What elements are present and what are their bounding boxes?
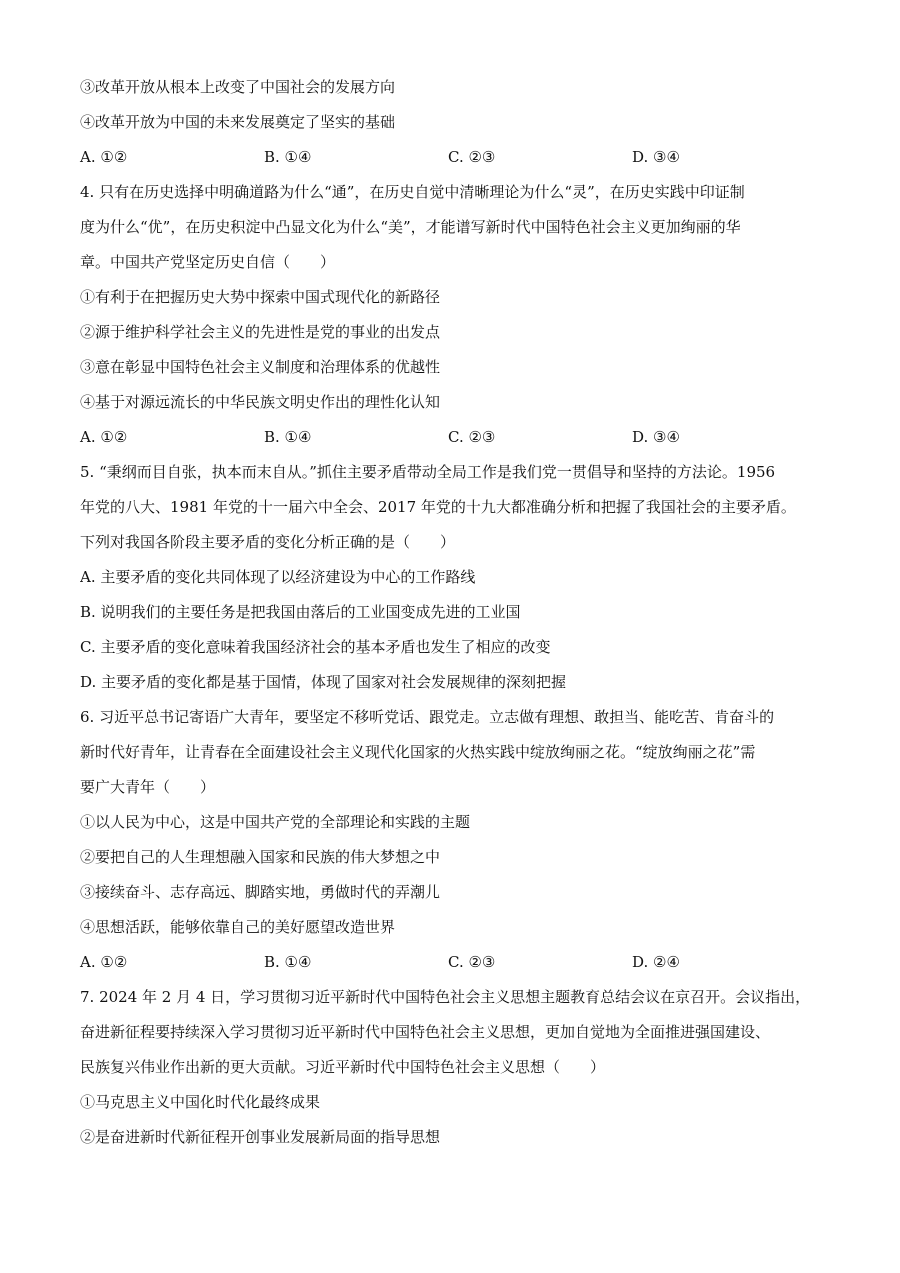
q4-option-d: D. ③④	[632, 428, 680, 446]
q3-option-d: D. ③④	[632, 148, 680, 166]
q4-item-4: ④基于对源远流长的中华民族文明史作出的理性化认知	[80, 393, 441, 411]
question-3	[80, 70, 825, 175]
q5-stem-line: 5. “秉纲而目自张，执本而末自从。”抓住主要矛盾带动全局工作是我们党一贯倡导和坚持的方法论。1956	[80, 463, 776, 481]
q6-stem-line: 要广大青年（ ）	[80, 778, 216, 796]
q7-stem-line: 民族复兴伟业作出新的更大贡献。习近平新时代中国特色社会主义思想（ ）	[80, 1058, 606, 1076]
q4-item-1: ①有利于在把握历史大势中探索中国式现代化的新路径	[80, 288, 441, 306]
q6-item-4: ④思想活跃，能够依靠自己的美好愿望改造世界	[80, 918, 396, 936]
q3-options	[80, 140, 825, 175]
q6-option-b: B. ①④	[264, 953, 312, 971]
q3-option-a: A. ①②	[80, 148, 128, 166]
question-7	[80, 980, 825, 1155]
q5-choice-b: B. 说明我们的主要任务是把我国由落后的工业国变成先进的工业国	[80, 603, 521, 621]
q3-option-c: C. ②③	[448, 148, 496, 166]
q7-stem-line: 奋进新征程要持续深入学习贯彻习近平新时代中国特色社会主义思想，更加自觉地为全面推进强国建设、	[80, 1023, 771, 1041]
q4-options	[80, 420, 825, 455]
q6-option-c: C. ②③	[448, 953, 496, 971]
question-6	[80, 700, 825, 980]
q3-item-3: ③改革开放从根本上改变了中国社会的发展方向	[80, 78, 396, 96]
q4-item-3: ③意在彰显中国特色社会主义制度和治理体系的优越性	[80, 358, 441, 376]
q6-option-a: A. ①②	[80, 953, 128, 971]
question-5	[80, 455, 825, 700]
q4-option-c: C. ②③	[448, 428, 496, 446]
q7-item-2: ②是奋进新时代新征程开创事业发展新局面的指导思想	[80, 1128, 441, 1146]
q5-choice-d: D. 主要矛盾的变化都是基于国情，体现了国家对社会发展规律的深刻把握	[80, 673, 567, 691]
q4-stem-line: 度为什么“优”，在历史积淀中凸显文化为什么“美”，才能谱写新时代中国特色社会主义更加绚丽的华	[80, 218, 741, 236]
q6-item-1: ①以人民为中心，这是中国共产党的全部理论和实践的主题	[80, 813, 471, 831]
q5-choice-a: A. 主要矛盾的变化共同体现了以经济建设为中心的工作路线	[80, 568, 476, 586]
q7-stem-line: 7. 2024 年 2 月 4 日，学习贯彻习近平新时代中国特色社会主义思想主题教育总结会议在京召开。会议指出，	[80, 988, 811, 1006]
q6-item-3: ③接续奋斗、志存高远、脚踏实地，勇做时代的弄潮儿	[80, 883, 441, 901]
q4-stem-line: 4. 只有在历史选择中明确道路为什么“通”，在历史自觉中清晰理论为什么“灵”，在历史实践中印证制	[80, 183, 745, 201]
question-4	[80, 175, 825, 455]
q3-option-b: B. ①④	[264, 148, 312, 166]
q3-item-4: ④改革开放为中国的未来发展奠定了坚实的基础	[80, 113, 396, 131]
q6-options	[80, 945, 825, 980]
q4-stem-line: 章。中国共产党坚定历史自信（ ）	[80, 253, 336, 271]
q5-choice-c: C. 主要矛盾的变化意味着我国经济社会的基本矛盾也发生了相应的改变	[80, 638, 551, 656]
q4-option-b: B. ①④	[264, 428, 312, 446]
exam-page	[80, 70, 825, 1155]
q6-item-2: ②要把自己的人生理想融入国家和民族的伟大梦想之中	[80, 848, 441, 866]
q7-item-1: ①马克思主义中国化时代化最终成果	[80, 1093, 321, 1111]
q6-stem-line: 新时代好青年，让青春在全面建设社会主义现代化国家的火热实践中绽放绚丽之花。“绽放绚丽之花”需	[80, 743, 756, 761]
q5-stem-line: 下列对我国各阶段主要矛盾的变化分析正确的是（ ）	[80, 533, 456, 551]
q5-stem-line: 年党的八大、1981 年党的十一届六中全会、2017 年党的十九大都准确分析和把握了我国社会的主要矛盾。	[80, 498, 796, 516]
q4-item-2: ②源于维护科学社会主义的先进性是党的事业的出发点	[80, 323, 441, 341]
q6-option-d: D. ②④	[632, 953, 680, 971]
q4-option-a: A. ①②	[80, 428, 128, 446]
q6-stem-line: 6. 习近平总书记寄语广大青年，要坚定不移听党话、跟党走。立志做有理想、敢担当、能吃苦、肯奋斗的	[80, 708, 775, 726]
